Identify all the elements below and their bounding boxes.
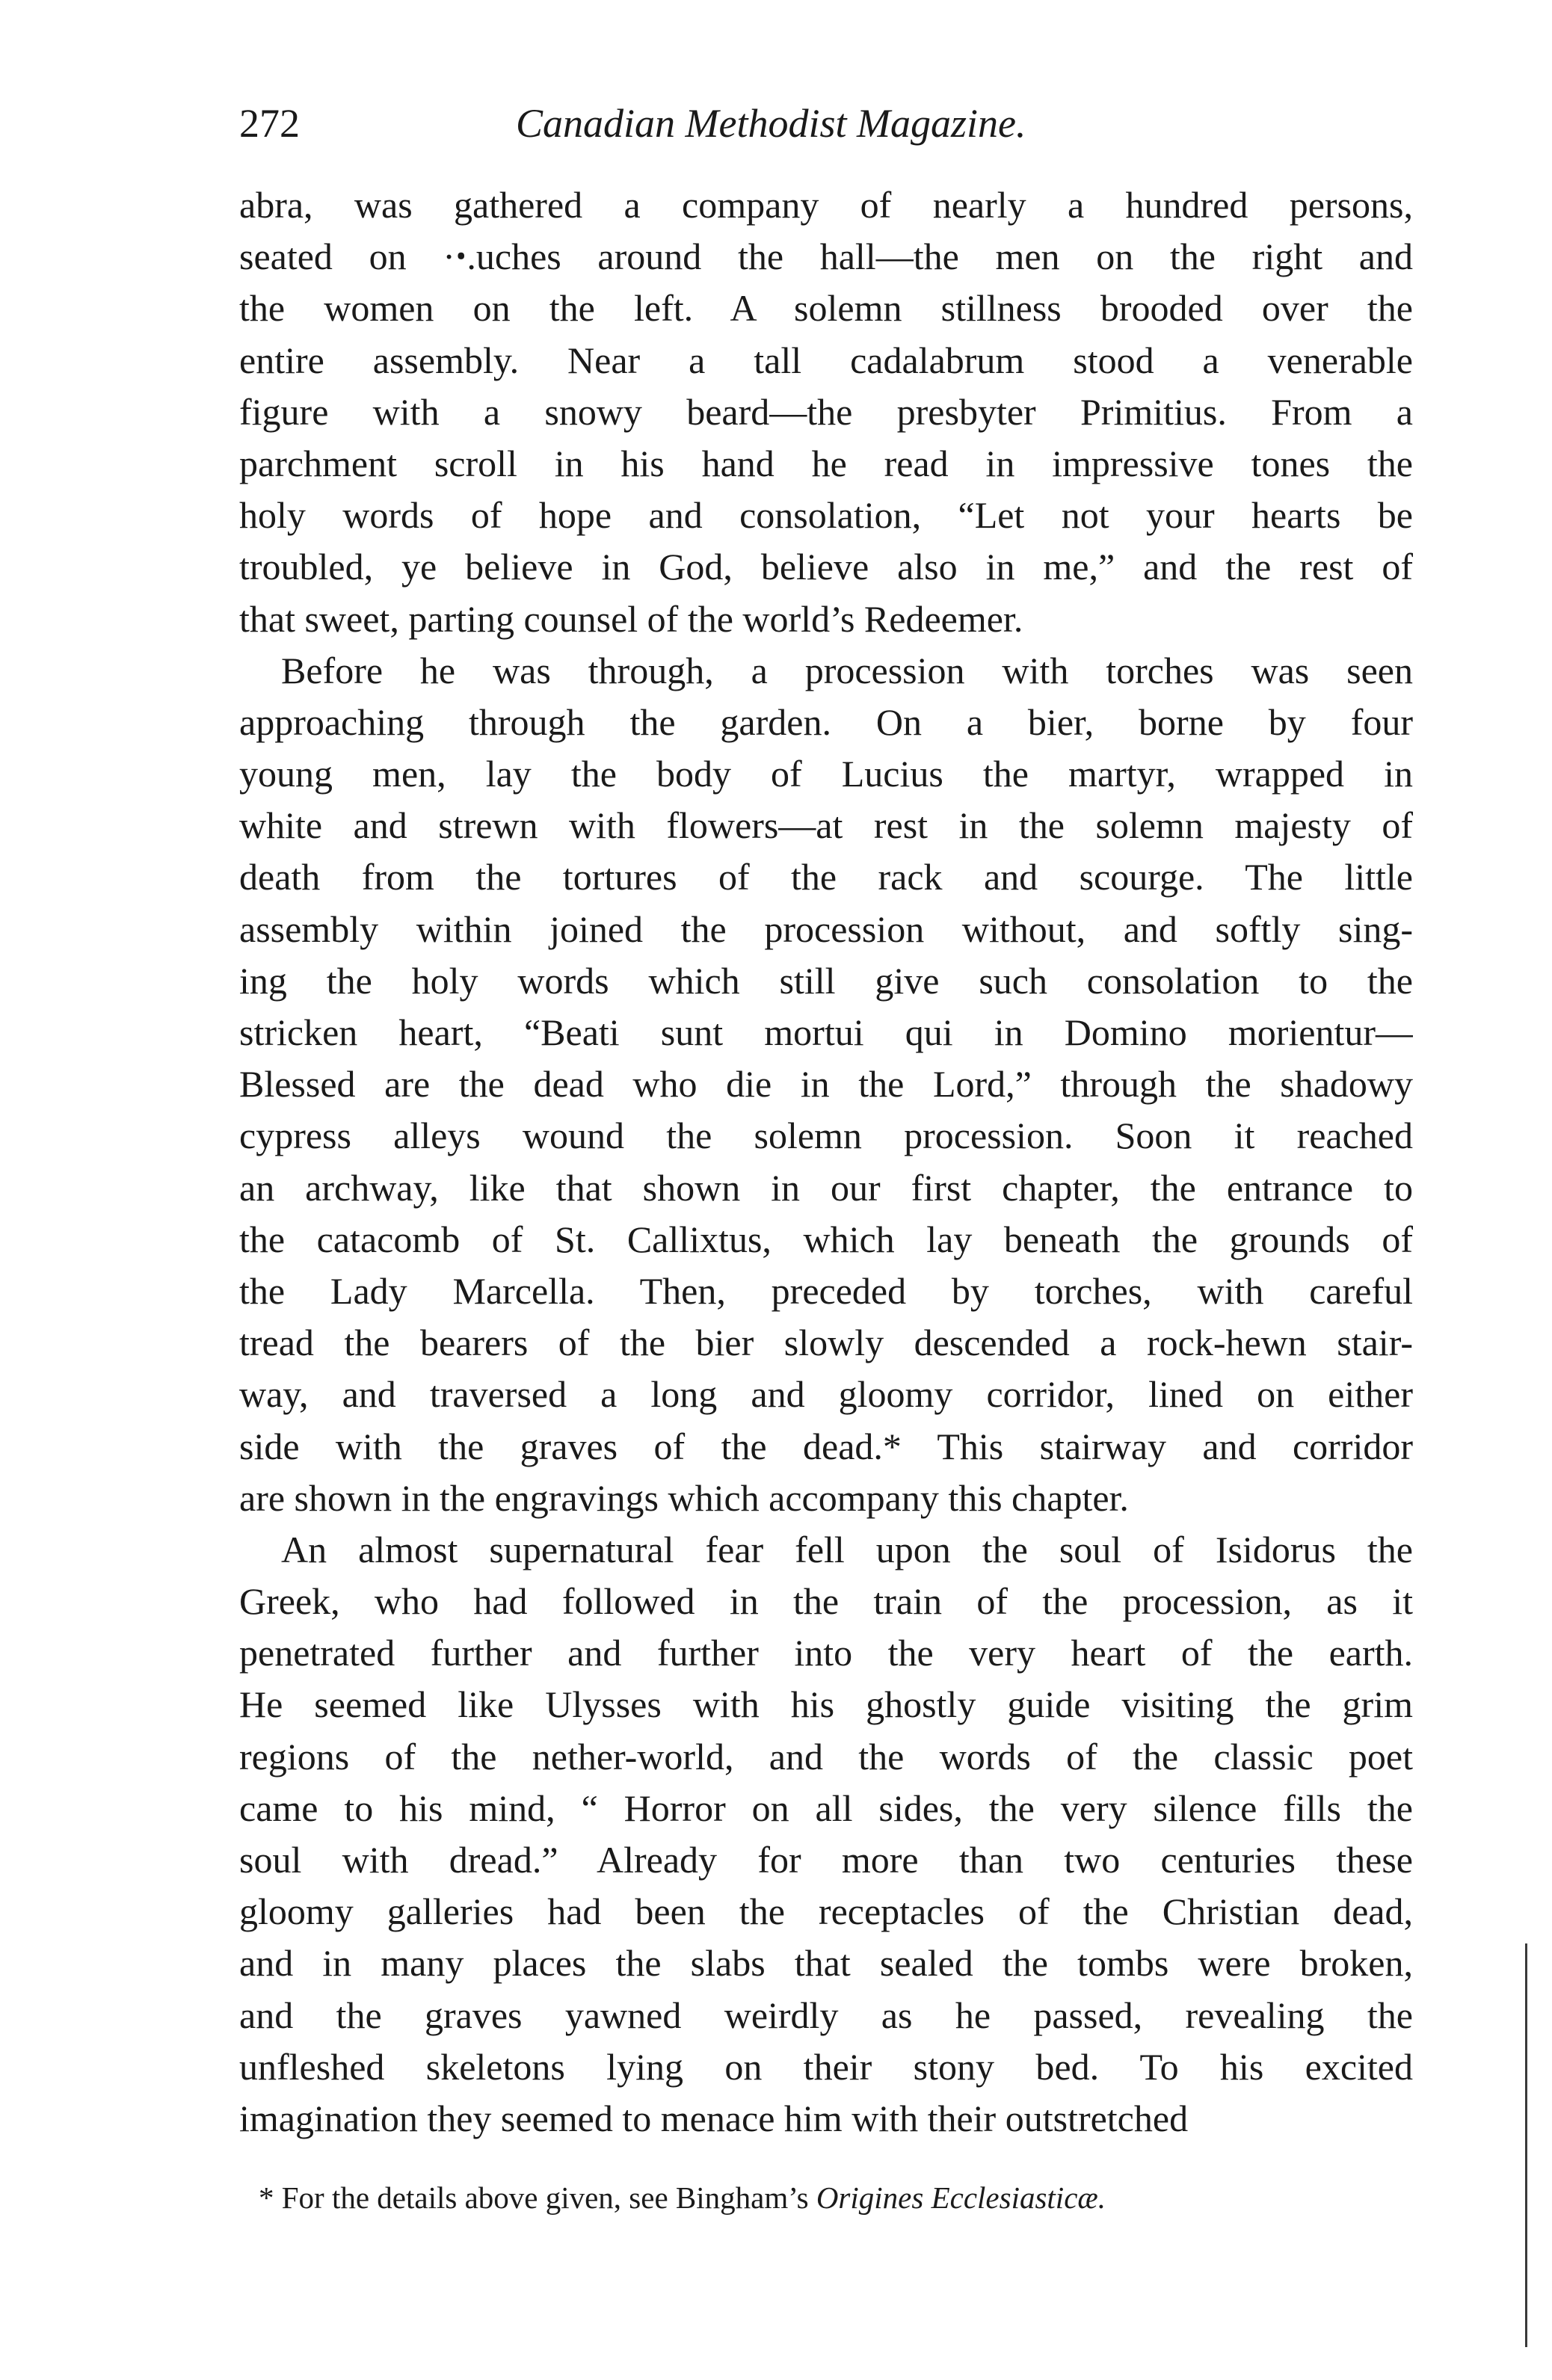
text-line: the catacomb of St. Callixtus, which lay beneath the grounds of [239, 1218, 1413, 1260]
text-line: An almost supernatural fear fell upon the soul of Isidorus the [281, 1528, 1413, 1570]
text-line: soul with dread.” Already for more than two centuries these [239, 1839, 1413, 1881]
text-line: approaching through the garden. On a bier, borne by four [239, 700, 1413, 743]
footnote [239, 2175, 1413, 2220]
paragraph [239, 645, 1413, 1524]
text-line: and in many places the slabs that sealed the tombs were broken, [239, 1942, 1413, 1985]
margin-rule [1525, 1943, 1527, 2347]
paragraph [239, 179, 1413, 645]
text-line: came to his mind, “ Horror on all sides, the very silence fills the [239, 1786, 1413, 1829]
text-line: are shown in the engravings which accompany this chapter. [239, 1476, 1129, 1519]
text-line: Greek, who had followed in the train of the procession, as it [239, 1580, 1413, 1623]
text-line: regions of the nether-world, and the words of the classic poet [239, 1735, 1413, 1778]
text-line: entire assembly. Near a tall cadalabrum stood a venerable [239, 339, 1413, 381]
text-line: the Lady Marcella. Then, preceded by torches, with careful [239, 1269, 1413, 1312]
text-line: Blessed are the dead who die in the Lord,” through the shadowy [239, 1063, 1413, 1106]
text-line: penetrated further and further into the very heart of the earth. [239, 1632, 1413, 1674]
text-line: holy words of hope and consolation, “Let not your hearts be [239, 494, 1413, 537]
text-line: troubled, ye believe in God, believe also in me,” and the rest of [239, 546, 1413, 588]
text-line: white and strewn with flowers—at rest in the solemn majesty of [239, 804, 1413, 847]
text-line: unfleshed skeletons lying on their stony bed. To his excited [239, 2045, 1413, 2088]
text-line: tread the bearers of the bier slowly descended a rock-hewn stair- [239, 1322, 1413, 1364]
page-header [239, 90, 1413, 157]
text-line: that sweet, parting counsel of the world’s Redeemer. [239, 597, 1023, 640]
text-line: cypress alleys wound the solemn procession. Soon it reached [239, 1115, 1413, 1157]
paragraph [239, 1524, 1413, 2145]
text-line: young men, lay the body of Lucius the martyr, wrapped in [239, 753, 1413, 795]
text-line: death from the tortures of the rack and scourge. The little [239, 856, 1413, 898]
running-title: Canadian Methodist Magazine. [516, 101, 1026, 146]
text-line: He seemed like Ulysses with his ghostly guide visiting the grim [239, 1683, 1413, 1726]
footnote-title: Origines Ecclesiasticæ. [816, 2180, 1106, 2215]
text-line: seated on ·ꞏ.uches around the hall—the men on the right and [239, 235, 1413, 278]
text-line: figure with a snowy beard—the presbyter Primitius. From a [239, 390, 1413, 433]
text-line: way, and traversed a long and gloomy corridor, lined on either [239, 1373, 1413, 1416]
text-line: stricken heart, “Beati sunt mortui qui in Domino morientur— [239, 1011, 1413, 1053]
text-line: parchment scroll in his hand he read in impressive tones the [239, 442, 1413, 484]
text-line: an archway, like that shown in our first chapter, the entrance to [239, 1166, 1413, 1209]
text-line: and the graves yawned weirdly as he passed, revealing the [239, 1994, 1413, 2036]
body-text [239, 179, 1413, 2145]
text-line: ing the holy words which still give such consolation to the [239, 959, 1413, 1002]
text-line: imagination they seemed to menace him with their outstretched [239, 2097, 1189, 2139]
text-line: the women on the left. A solemn stillness brooded over the [239, 287, 1413, 330]
footnote-text: * For the details above given, see Bingham’s [259, 2180, 809, 2215]
text-line: assembly within joined the procession without, and softly sing- [239, 907, 1413, 950]
text-line: side with the graves of the dead.* This stairway and corridor [239, 1425, 1413, 1467]
page-number: 272 [239, 101, 300, 146]
text-line: Before he was through, a procession with torches was seen [281, 649, 1413, 691]
text-line: abra, was gathered a company of nearly a hundred persons, [239, 184, 1413, 226]
text-line: gloomy galleries had been the receptacles of the Christian dead, [239, 1890, 1413, 1933]
